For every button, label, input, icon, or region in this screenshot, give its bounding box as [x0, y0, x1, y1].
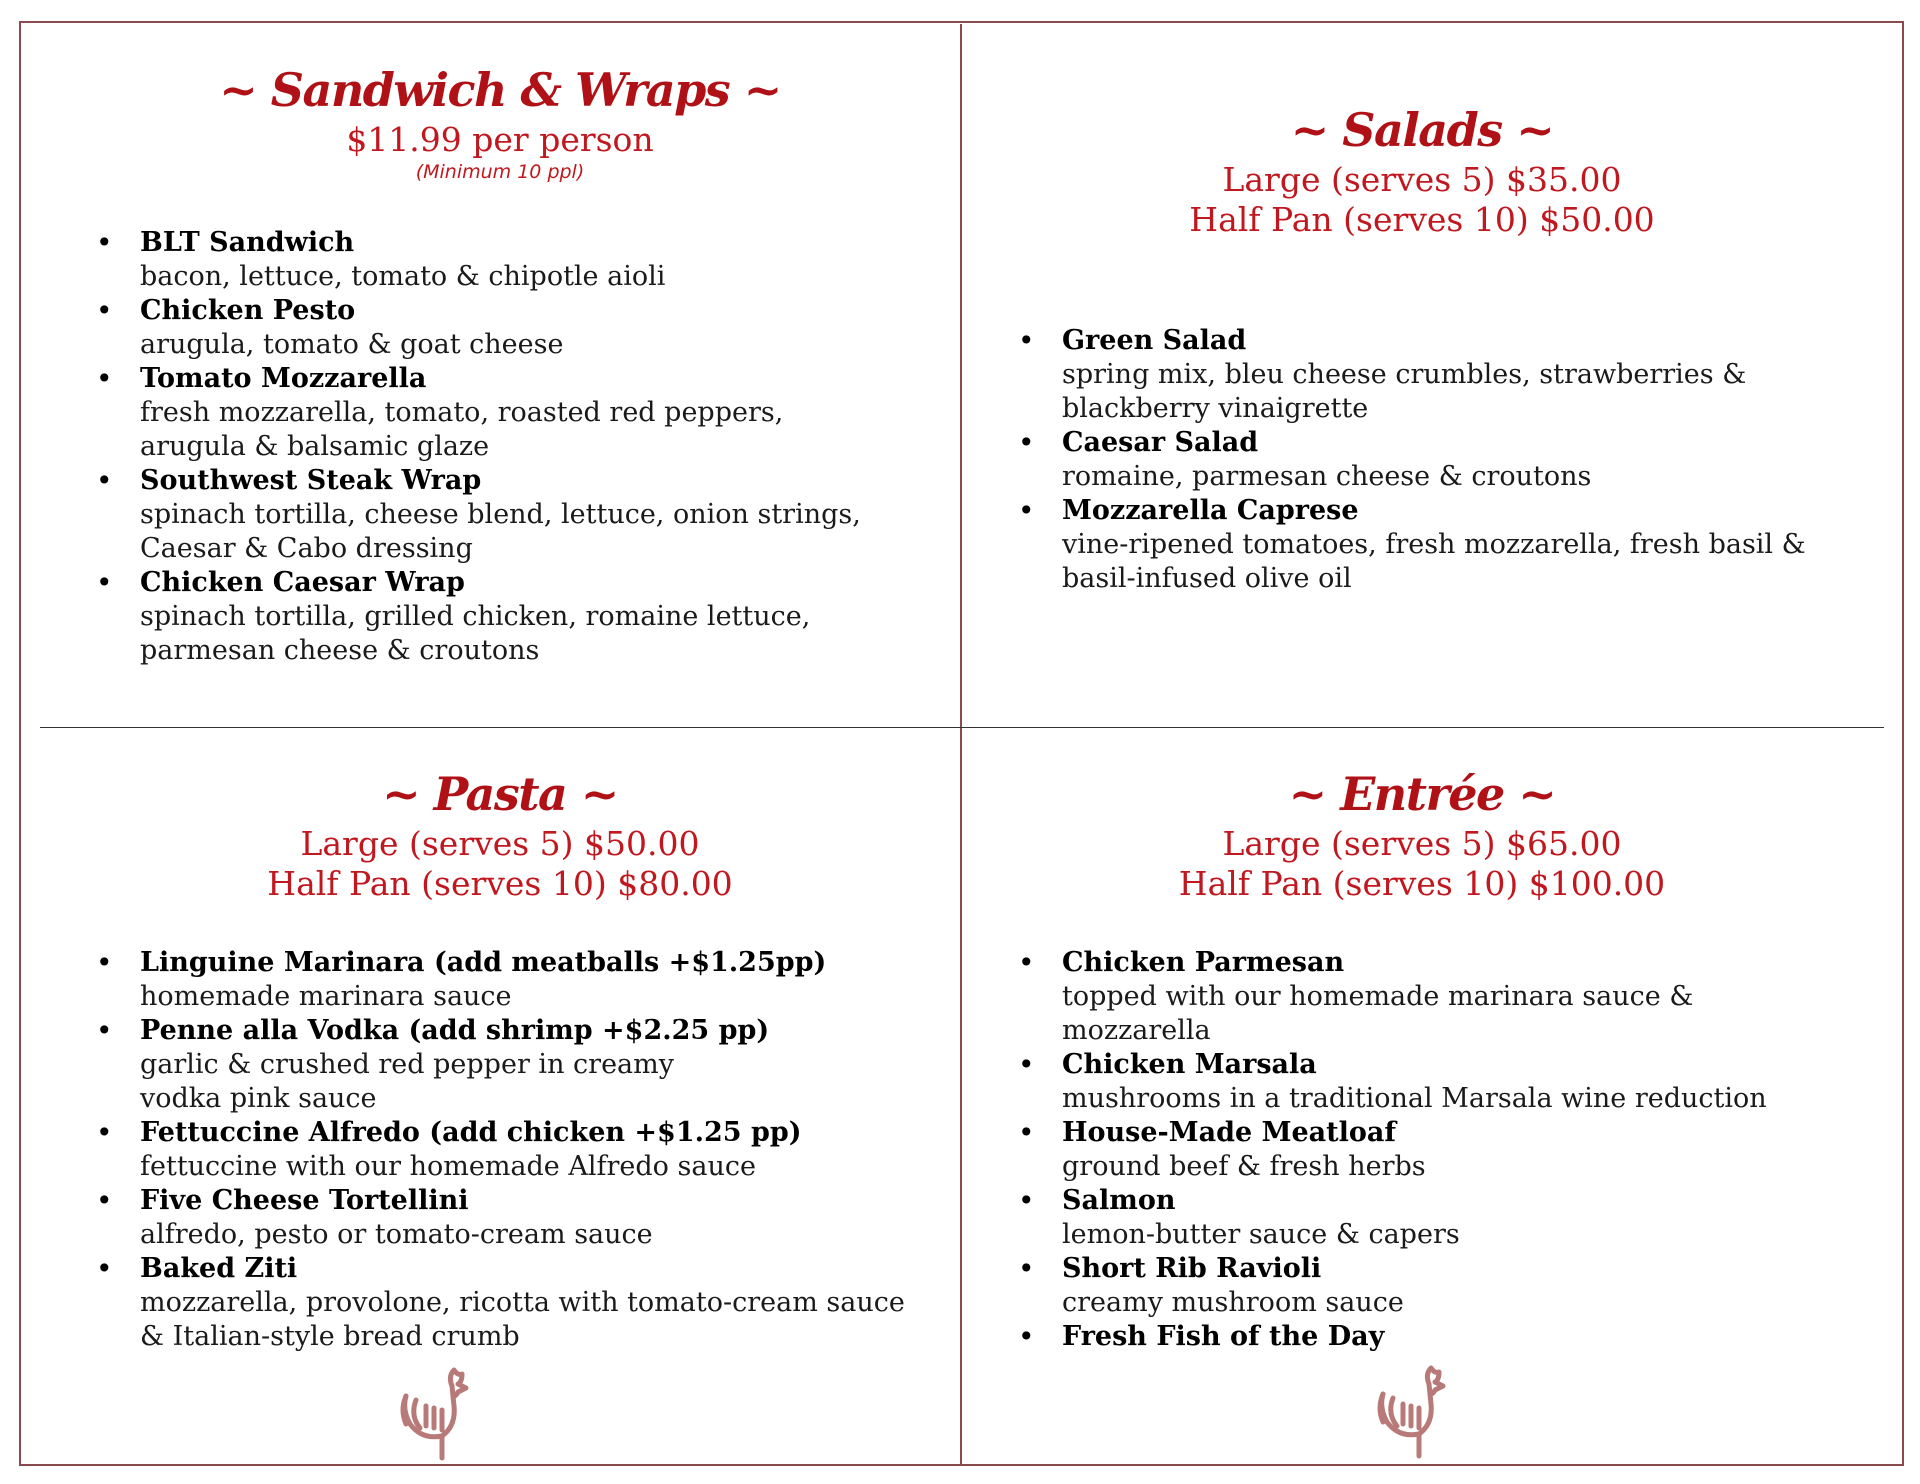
section-price-half-pan: Half Pan (serves 10) $50.00 — [1189, 200, 1655, 239]
item-description: spring mix, bleu cheese crumbles, strawberries & blackberry vinaigrette — [1062, 359, 1747, 424]
list-item — [962, 494, 1882, 596]
list-item — [962, 1184, 1882, 1252]
item-name: • Fettuccine Alfredo (add chicken +$1.25 pp) — [140, 1117, 802, 1148]
item-name: • Fresh Fish of the Day — [1062, 1321, 1385, 1352]
section-title: ~ Entrée ~ — [1288, 767, 1556, 821]
item-description: spinach tortilla, cheese blend, lettuce, onion strings, Caesar & Cabo dressing — [140, 499, 861, 564]
rooster-icon — [392, 1366, 472, 1461]
item-name: • House-Made Meatloaf — [1062, 1117, 1396, 1148]
item-name: • Chicken Marsala — [1062, 1049, 1317, 1080]
item-description: lemon-butter sauce & capers — [1062, 1219, 1460, 1250]
item-description: homemade marinara sauce — [140, 981, 512, 1012]
rooster-icon — [1369, 1364, 1449, 1459]
section-title: ~ Sandwich & Wraps ~ — [219, 63, 781, 117]
list-item — [40, 1116, 960, 1184]
item-name: • Caesar Salad — [1062, 427, 1259, 458]
item-name: • Baked Ziti — [140, 1253, 298, 1284]
list-item — [40, 566, 960, 668]
item-name: • Short Rib Ravioli — [1062, 1253, 1322, 1284]
section-price-large: Large (serves 5) $35.00 — [1222, 160, 1622, 199]
item-name: • Chicken Pesto — [140, 295, 356, 326]
section-salads — [962, 100, 1882, 596]
item-description: creamy mushroom sauce — [1062, 1287, 1404, 1318]
section-title: ~ Salads ~ — [1290, 103, 1554, 157]
item-description: topped with our homemade marinara sauce & mozzarella — [1062, 981, 1694, 1046]
item-description: spinach tortilla, grilled chicken, romaine lettuce, parmesan cheese & croutons — [140, 601, 811, 666]
section-price: $11.99 per person — [346, 120, 654, 159]
item-description: fettuccine with our homemade Alfredo sauce — [140, 1151, 756, 1182]
list-item — [40, 1014, 960, 1116]
list-item — [962, 946, 1882, 1048]
item-description: fresh mozzarella, tomato, roasted red peppers, arugula & balsamic glaze — [140, 397, 784, 462]
item-description: arugula, tomato & goat cheese — [140, 329, 564, 360]
item-name: • Tomato Mozzarella — [140, 363, 427, 394]
list-item — [962, 1320, 1882, 1354]
item-description: vine-ripened tomatoes, fresh mozzarella, fresh basil & basil-infused olive oil — [1062, 529, 1806, 594]
list-item — [962, 1116, 1882, 1184]
item-name: • BLT Sandwich — [140, 227, 355, 258]
section-pasta — [40, 764, 960, 1354]
item-description: mushrooms in a traditional Marsala wine reduction — [1062, 1083, 1767, 1114]
item-name: • Penne alla Vodka (add shrimp +$2.25 pp) — [140, 1015, 770, 1046]
list-item — [40, 1184, 960, 1252]
item-name: • Chicken Caesar Wrap — [140, 567, 465, 598]
list-item — [40, 946, 960, 1014]
section-sandwich-wraps — [40, 60, 960, 668]
item-list — [40, 226, 960, 668]
item-name: • Salmon — [1062, 1185, 1176, 1216]
section-price-half-pan: Half Pan (serves 10) $100.00 — [1178, 864, 1666, 903]
item-list — [40, 946, 960, 1354]
item-name: • Linguine Marinara (add meatballs +$1.25pp) — [140, 947, 827, 978]
list-item — [40, 464, 960, 566]
item-description: garlic & crushed red pepper in creamy vodka pink sauce — [140, 1049, 675, 1114]
item-description: romaine, parmesan cheese & croutons — [1062, 461, 1592, 492]
list-item — [40, 294, 960, 362]
item-list — [962, 946, 1882, 1354]
section-price-large: Large (serves 5) $50.00 — [300, 824, 700, 863]
section-title: ~ Pasta ~ — [382, 767, 618, 821]
list-item — [40, 362, 960, 464]
item-description: ground beef & fresh herbs — [1062, 1151, 1426, 1182]
item-list — [962, 324, 1882, 596]
list-item — [962, 1048, 1882, 1116]
list-item — [40, 226, 960, 294]
item-name: • Mozzarella Caprese — [1062, 495, 1359, 526]
section-entree — [962, 764, 1882, 1354]
item-description: bacon, lettuce, tomato & chipotle aioli — [140, 261, 666, 292]
item-description: mozzarella, provolone, ricotta with tomato-cream sauce & Italian-style bread crumb — [140, 1287, 905, 1352]
minimum-note: (Minimum 10 ppl) — [415, 161, 585, 183]
list-item — [40, 1252, 960, 1354]
item-name: • Southwest Steak Wrap — [140, 465, 482, 496]
list-item — [962, 426, 1882, 494]
item-name: • Green Salad — [1062, 325, 1247, 356]
list-item — [962, 324, 1882, 426]
section-price-half-pan: Half Pan (serves 10) $80.00 — [267, 864, 733, 903]
item-name: • Chicken Parmesan — [1062, 947, 1345, 978]
item-name: • Five Cheese Tortellini — [140, 1185, 469, 1216]
item-description: alfredo, pesto or tomato-cream sauce — [140, 1219, 653, 1250]
horizontal-divider — [40, 727, 1884, 728]
section-price-large: Large (serves 5) $65.00 — [1222, 824, 1622, 863]
list-item — [962, 1252, 1882, 1320]
